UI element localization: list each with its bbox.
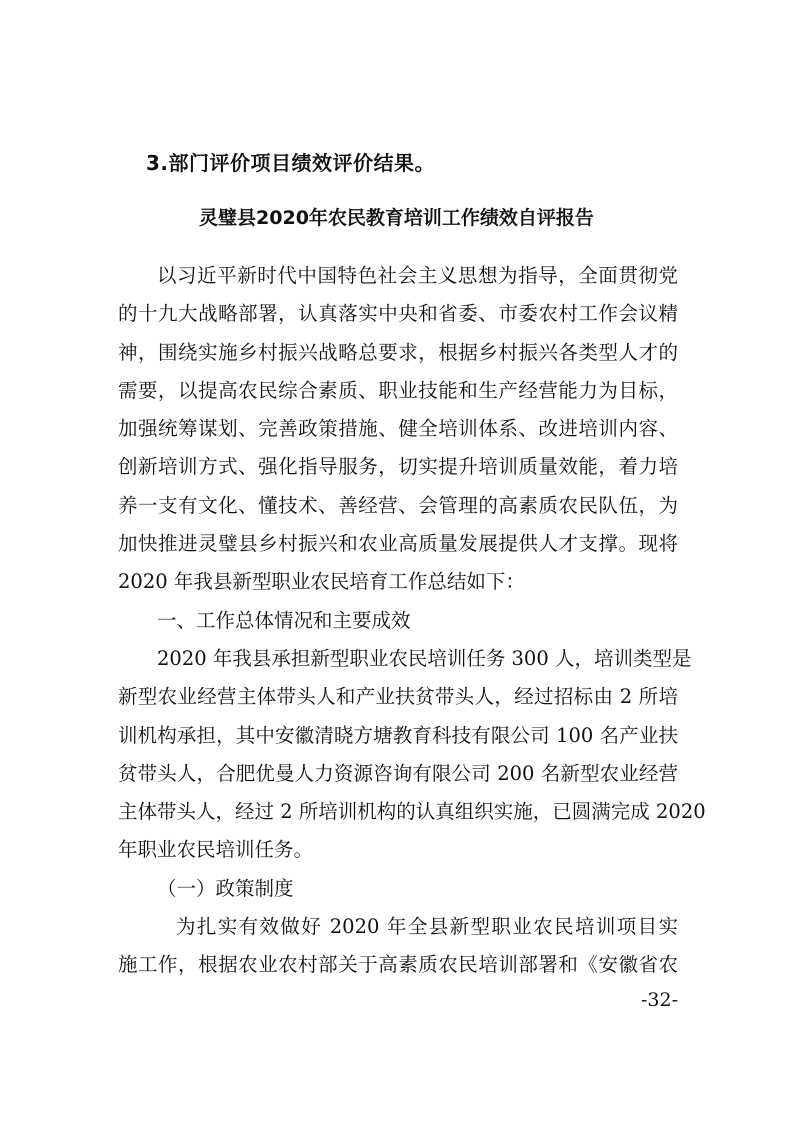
paragraph-line: 为扎实有效做好 2020 年全县新型职业农民培训项目实 (176, 915, 678, 939)
paragraph-line: 贫带头人，合肥优曼人力资源咨询有限公司 200 名新型农业经营 (118, 761, 678, 785)
document-title: 灵璧县2020年农民教育培训工作绩效自评报告 (199, 207, 594, 229)
paragraph-line: 2020 年我县承担新型职业农民培训任务 300 人，培训类型是 (157, 646, 692, 670)
paragraph-line: 创新培训方式、强化指导服务，切实提升培训质量效能，着力培 (118, 455, 678, 479)
paragraph-line: 以习近平新时代中国特色社会主义思想为指导，全面贯彻党 (157, 264, 678, 287)
paragraph-line: 施工作，根据农业农村部关于高素质农民培训部署和《安徽省农 (118, 953, 678, 977)
paragraph-line: 的十九大战略部署，认真落实中央和省委、市委农村工作会议精 (118, 302, 678, 326)
paragraph-line: 需要，以提高农民综合素质、职业技能和生产经营能力为目标， (118, 378, 678, 402)
paragraph-line: 养一支有文化、懂技术、善经营、会管理的高素质农民队伍，为 (118, 493, 678, 517)
subheading-line: 一、工作总体情况和主要成效 (157, 608, 411, 632)
subheading-line: （一）政策制度 (157, 876, 294, 900)
paragraph-line: 训机构承担，其中安徽清晓方塘教育科技有限公司 100 名产业扶 (118, 723, 678, 747)
paragraph-line: 神，围绕实施乡村振兴战略总要求，根据乡村振兴各类型人才的 (118, 340, 678, 364)
paragraph-line: 年职业农民培训任务。 (118, 838, 314, 862)
body-text (118, 257, 706, 985)
paragraph-line: 加快推进灵璧县乡村振兴和农业高质量发展提供人才支撑。现将 (118, 532, 678, 556)
paragraph-line: 新型农业经营主体带头人和产业扶贫带头人，经过招标由 2 所培 (118, 685, 678, 709)
page-number: -32- (640, 989, 678, 1011)
section-heading: 3.部门评价项目绩效评价结果。 (146, 151, 436, 175)
paragraph-line: 主体带头人，经过 2 所培训机构的认真组织实施，已圆满完成 2020 (118, 800, 706, 824)
paragraph-line: 2020 年我县新型职业农民培育工作总结如下： (118, 570, 525, 594)
paragraph-line: 加强统筹谋划、完善政策措施、健全培训体系、改进培训内容、 (118, 417, 678, 441)
